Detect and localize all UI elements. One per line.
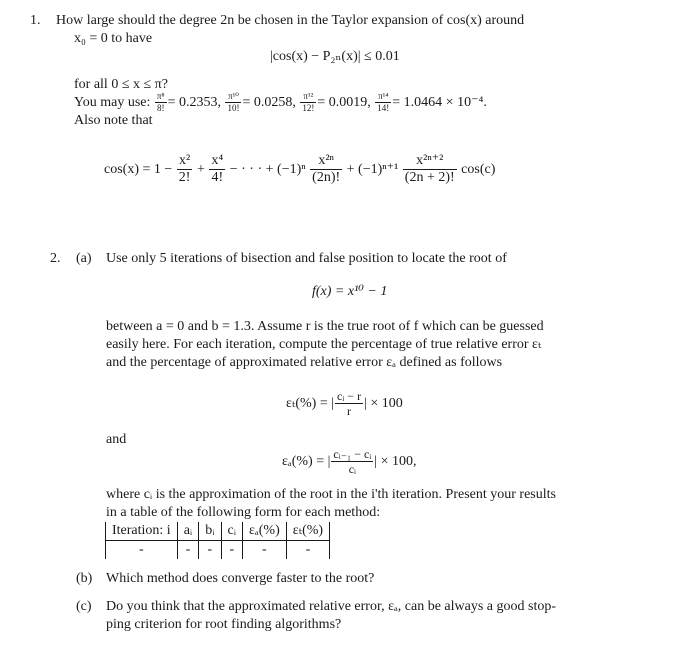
part-a-text-line3: and the percentage of approximated relative error εₐ defined as follows (106, 355, 503, 370)
hint-fraction-1: $\frac{\text{π⁸}}{8!}$ (156, 91, 165, 114)
problem-1-question-line2: x₀ = 0 to have (74, 31, 153, 46)
part-a-text: Use only 5 iterations of bisection and false position to locate the root of (106, 251, 507, 266)
true-error-lhs: εₜ(%) = | (286, 396, 335, 411)
problem-1-inequality: |cos(x) − P₂ₙ(x)| ≤ 0.01 (270, 49, 400, 64)
hint-value-1: = 0.2353, (167, 95, 221, 110)
header-approx-error: εₐ(%) (243, 522, 287, 541)
hint-fraction-4: $\frac{\text{π¹⁴}}{14!}$ (377, 91, 390, 114)
part-c-label: (c) (76, 599, 92, 614)
header-a: aᵢ (177, 522, 199, 541)
part-c-line2: ping criterion for root finding algorithms? (106, 617, 342, 632)
hint-fraction-3: $\frac{\text{π¹²}}{12!}$ (302, 91, 315, 114)
series-ellipsis: − · · · + (−1)ⁿ (229, 162, 306, 177)
series-term-x2: $\frac{\text{x²}}{2!}$ (178, 153, 191, 186)
problem-1-note: Also note that (74, 113, 153, 128)
table-row (106, 541, 330, 560)
hint-fraction-2: $\frac{\text{π¹⁰}}{10!}$ (227, 91, 240, 114)
table-header-row (106, 522, 330, 541)
part-a-text-line1: between a = 0 and b = 1.3. Assume r is the true root of f which can be guessed (106, 319, 544, 334)
approx-error-lhs: εₐ(%) = | (282, 454, 331, 469)
series-lhs: cos(x) = 1 − (104, 162, 173, 177)
true-error-fraction: $\frac{\text{cᵢ − r}}{r}$ (337, 389, 362, 419)
approx-error-formula (282, 443, 416, 481)
header-true-error: εₜ(%) (286, 522, 329, 541)
part-a-text-line5: in a table of the following form for each method: (106, 505, 381, 520)
part-b-text: Which method does converge faster to the root? (106, 571, 375, 586)
header-iteration: Iteration: i (106, 522, 178, 541)
problem-1-condition: for all 0 ≤ x ≤ π? (74, 77, 168, 92)
hint-label: You may use: (74, 95, 151, 110)
part-a-text-line4: where cᵢ is the approximation of the root in the i'th iteration. Present your results (106, 487, 556, 502)
approx-error-rhs: | × 100, (374, 454, 417, 469)
cell-true-error: - (286, 541, 329, 560)
hint-value-3: = 0.0019, (317, 95, 371, 110)
header-c: cᵢ (221, 522, 243, 541)
problem-1-number: 1. (30, 13, 41, 28)
part-a-label: (a) (76, 251, 92, 266)
taylor-series-equation (104, 150, 495, 190)
true-error-formula (286, 385, 403, 423)
header-b: bᵢ (199, 522, 221, 541)
series-term-x2n: $\frac{\text{x²ⁿ}}{(2n)!}$ (312, 153, 341, 186)
cell-a: - (177, 541, 199, 560)
part-a-text-line2: easily here. For each iteration, compute the percentage of true relative error εₜ (106, 337, 542, 352)
series-sign-term: + (−1)ⁿ⁺¹ (346, 162, 399, 177)
problem-1-hints (74, 92, 487, 114)
function-definition: f(x) = x¹⁰ − 1 (312, 284, 388, 299)
cell-c: - (221, 541, 243, 560)
cell-approx-error: - (243, 541, 287, 560)
series-cos-c: cos(c) (461, 162, 496, 177)
problem-1-question-line1: How large should the degree 2n be chosen in the Taylor expansion of cos(x) around (56, 13, 525, 28)
results-table (105, 522, 330, 559)
part-c-line1: Do you think that the approximated relative error, εₐ, can be always a good stop- (106, 599, 557, 614)
series-remainder: $\frac{\text{x²ⁿ⁺²}}{(2n + 2)!}$ (404, 153, 455, 186)
approx-error-fraction: $\frac{\text{cᵢ₋₁ − cᵢ}}{\text{cᵢ}}$ (333, 447, 372, 477)
hint-value-2: = 0.0258, (242, 95, 296, 110)
cell-b: - (199, 541, 221, 560)
series-term-x4: $\frac{\text{x⁴}}{4!}$ (211, 153, 224, 186)
true-error-rhs: | × 100 (364, 396, 403, 411)
problem-2-number: 2. (50, 251, 61, 266)
series-plus: + (196, 162, 205, 177)
part-b-label: (b) (76, 571, 93, 586)
cell-iteration: - (106, 541, 178, 560)
and-text: and (106, 432, 127, 447)
hint-value-4: = 1.0464 × 10⁻⁴. (392, 95, 487, 110)
